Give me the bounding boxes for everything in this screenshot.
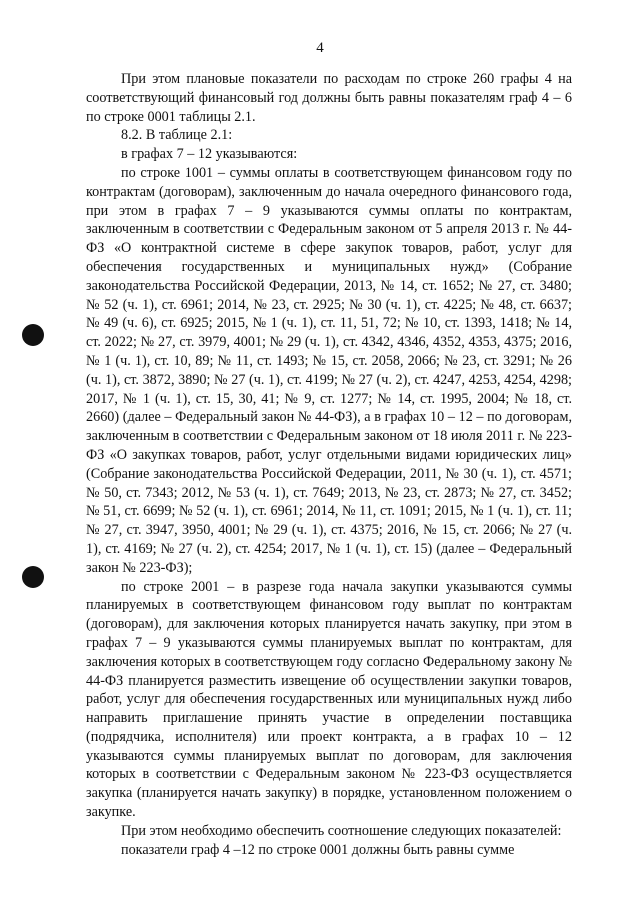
paragraph-columns-intro: в графах 7 – 12 указываются:: [121, 146, 298, 163]
paragraph-ratio-intro: При этом необходимо обеспечить соотношение следующих показателей:: [121, 822, 562, 839]
binder-hole-bottom: [22, 566, 44, 588]
paragraph-columns-sum: показатели граф 4 –12 по строке 0001 должны быть равны сумме: [121, 841, 515, 858]
paragraph-row-1001: по строке 1001 – суммы оплаты в соответствующем финансовом году по контрактам (договорам), заключенным до начала очередного финансового года, при этом в графах 7 – 9 указываются суммы оплаты по контрактам, заключенным в соответствии с Федеральным законом от 5 апреля 2013 г. № 44-ФЗ «О контрактной системе в сфере закупок товаров, работ, услуг для обеспечения государственных и муниципальных нужд» (Собрание законодательства Российской Федерации, 2013, № 14, ст. 1652; № 27, ст. 3480; № 52 (ч. 1), ст. 6961; 2014, № 23, ст. 2925; № 30 (ч. 1), ст. 4225; № 48, ст. 6637; № 49 (ч. 6), ст. 6925; 2015, № 1 (ч. 1), ст. 11, 51, 72; № 10, ст. 1393, 1418; № 14, ст. 2022; № 27, ст. 3979, 4001; № 29 (ч. 1), ст. 4342, 4346, 4352, 4353, 4375; 2016, № 1 (ч. 1), ст. 10, 89; № 11, ст. 1493; № 15, ст. 2058, 2066; № 23, ст. 3291; № 26 (ч. 1), ст. 3872, 3890; № 27 (ч. 1), ст. 4199; № 27 (ч. 2), ст. 4247, 4253, 4254, 4298; 2017, № 1 (ч. 1), ст. 15, 30, 41; № 9, ст. 1277; № 14, ст. 1995, 2004; № 18, ст. 2660) (далее – Федеральный закон № 44-ФЗ), а в графах 10 – 12 – по договорам, заключенным в соответствии с Федеральным законом от 18 июля 2011 г. № 223-ФЗ «О закупках товаров, работ, услуг отдельными видами юридических лиц» (Собрание законодательства Российской Федерации, 2011, № 30 (ч. 1), ст. 4571; № 50, ст. 7343; 2012, № 53 (ч. 1), ст. 7649; 2013, № 23, ст. 2873; № 27, ст. 3452; № 51, ст. 6699; № 52 (ч. 1), ст. 6961; 2014, № 11, ст. 1091; 2015, № 1 (ч. 1), ст. 11; № 27, ст. 3947, 3950, 4001; № 29 (ч. 1), ст. 4375; 2016, № 15, ст. 2066; № 27 (ч. 1), ст. 4169; № 27 (ч. 2), ст. 4254; 2017, № 1 (ч. 1), ст. 15) (далее – Федеральный закон № 223-ФЗ);: [86, 164, 572, 576]
page-number: 4: [316, 40, 324, 56]
paragraph-section-8-2: 8.2. В таблице 2.1:: [121, 127, 233, 144]
paragraph-row-2001: по строке 2001 – в разрезе года начала закупки указываются суммы планируемых в соответствующем финансовом году выплат по контрактам (договорам), для заключения которых планируется начать закупку, при этом в графах 7 – 9 указываются суммы планируемых выплат по контрактам, для заключения которых в соответствующем году согласно Федеральному закону № 44-ФЗ планируется разместить извещение об осуществлении закупки товаров, работ, услуг для обеспечения государственных или муниципальных нужд либо направить приглашение принять участие в определении поставщика (подрядчика, исполнителя) или проект контракта, а в графах 10 – 12 указываются суммы планируемых выплат по договорам, для заключения которых в соответствии с Федеральным законом № 223-ФЗ осуществляется закупка (планируется начать закупку) в порядке, установленном положением о закупке.: [86, 578, 572, 821]
document-body: [86, 70, 572, 859]
paragraph-plan-indicators: При этом плановые показатели по расходам по строке 260 графы 4 на соответствующий финансовый год должны быть равны показателям граф 4 – 6 по строке 0001 таблицы 2.1.: [86, 71, 572, 125]
binder-hole-top: [22, 324, 44, 346]
